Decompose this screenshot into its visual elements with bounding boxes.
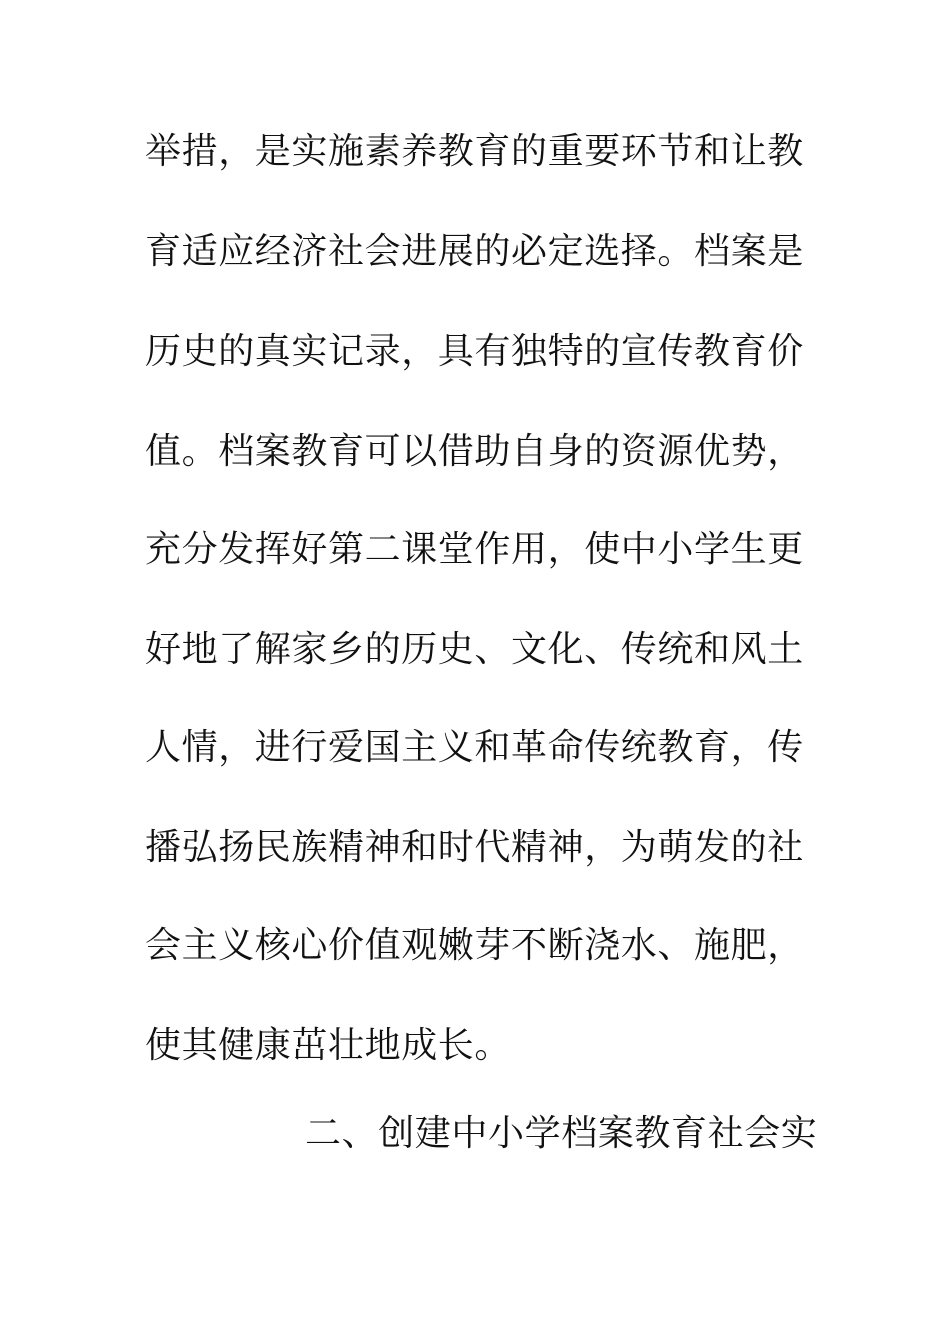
paragraph-line-6: 好地了解家乡的历史、文化、传统和风土 [145, 629, 804, 670]
paragraph-line-8: 播弘扬民族精神和时代精神，为萌发的社 [145, 827, 804, 868]
paragraph-line-3: 历史的真实记录，具有独特的宣传教育价 [145, 331, 804, 372]
paragraph-line-9: 会主义核心价值观嫩芽不断浇水、施肥， [145, 925, 804, 966]
section-heading: 二、创建中小学档案教育社会实 [305, 1113, 818, 1154]
paragraph-line-4: 值。档案教育可以借助自身的资源优势， [145, 431, 804, 472]
paragraph-line-7: 人情，进行爱国主义和革命传统教育，传 [145, 727, 804, 768]
paragraph-line-2: 育适应经济社会进展的必定选择。档案是 [145, 231, 804, 272]
paragraph-line-5: 充分发挥好第二课堂作用，使中小学生更 [145, 529, 804, 570]
paragraph-line-10: 使其健康茁壮地成长。 [145, 1025, 512, 1066]
paragraph-line-1: 举措，是实施素养教育的重要环节和让教 [145, 131, 804, 172]
